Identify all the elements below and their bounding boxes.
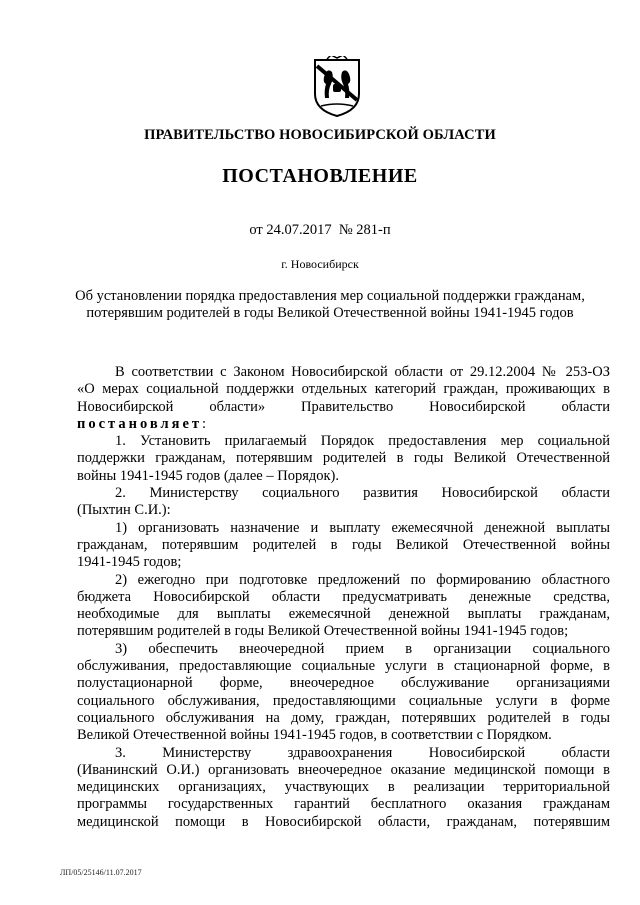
paragraph-line: необходимые для выплаты ежемесячной денежной выплаты гражданам, bbox=[77, 606, 610, 623]
decree-line: постановляет: bbox=[77, 415, 207, 432]
paragraph-line: 3. Министерству здравоохранения Новосибирской области bbox=[115, 744, 610, 761]
document-body bbox=[77, 364, 610, 831]
city: г. Новосибирск bbox=[281, 257, 359, 271]
paragraph-line: 3) обеспечить внеочередной прием в организации социального bbox=[115, 640, 610, 657]
paragraph-line: гражданам, потерявшим родителей в годы Великой Отечественной войны bbox=[77, 536, 610, 553]
paragraph-line: войны 1941-1945 годов (далее – Порядок). bbox=[77, 467, 339, 484]
paragraph-line: поддержки гражданам, потерявшим родителей в годы Великой Отечественной bbox=[77, 450, 610, 467]
paragraph-line: программы государственных гарантий бесплатного оказания гражданам bbox=[77, 796, 610, 813]
paragraph-line: полустационарной форме, внеочередное обслуживание организациями bbox=[77, 675, 610, 692]
paragraph-line: социального обслуживания, предоставляющими социальные услуги в форме bbox=[77, 692, 610, 709]
decree-word: постановляет bbox=[77, 415, 203, 432]
paragraph-line: медицинской помощи в Новосибирской области, гражданам, потерявшим bbox=[77, 813, 610, 830]
paragraph-line: Великой Отечественной войны 1941-1945 годов, в соответствии с Порядком. bbox=[77, 727, 552, 744]
paragraph-line: (Пыхтин С.И.): bbox=[77, 502, 171, 519]
paragraph-line: (Иванинский О.И.) организовать внеочередное оказание медицинской помощи в bbox=[77, 761, 610, 778]
intro-line: «О мерах социальной поддержки отдельных категорий граждан, проживающих в bbox=[77, 381, 610, 398]
paragraph-line: 1. Установить прилагаемый Порядок предоставления мер социальной bbox=[115, 433, 610, 450]
paragraph-line: бюджета Новосибирской области предусматривать денежные средства, bbox=[77, 588, 610, 605]
document-code: ЛП/05/25146/11.07.2017 bbox=[60, 868, 142, 877]
paragraph-line: 2. Министерству социального развития Новосибирской области bbox=[115, 485, 610, 502]
paragraph-line: социального обслуживания на дому, граждан, потерявших родителей в годы bbox=[77, 709, 610, 726]
organization-title: ПРАВИТЕЛЬСТВО НОВОСИБИРСКОЙ ОБЛАСТИ bbox=[144, 127, 496, 143]
paragraph-line: потерявшим родителей в годы Великой Отечественной войны 1941-1945 годов; bbox=[77, 623, 569, 640]
intro-line: В соответствии с Законом Новосибирской области от 29.12.2004 № 253-ОЗ bbox=[115, 364, 610, 380]
date-and-number: от 24.07.2017 № 281-п bbox=[249, 222, 391, 238]
subject-line: Об установлении порядка предоставления мер социальной поддержки гражданам, bbox=[75, 288, 585, 304]
intro-line: Новосибирской области» Правительство Новосибирской области bbox=[77, 398, 610, 415]
paragraph-line: медицинских организациях, участвующих в реализации территориальной bbox=[77, 779, 610, 796]
paragraph-line: обслуживания, предоставляющие социальные услуги в стационарной форме, в bbox=[77, 658, 610, 675]
paragraph-line: 1) организовать назначение и выплату ежемесячной денежной выплаты bbox=[115, 519, 610, 536]
paragraph-line: 1941-1945 годов; bbox=[77, 554, 182, 571]
paragraph-line: 2) ежегодно при подготовке предложений по формированию областного bbox=[115, 571, 610, 588]
coat-of-arms-icon bbox=[311, 56, 363, 118]
document-type: ПОСТАНОВЛЕНИЕ bbox=[222, 165, 418, 187]
subject-line: потерявшим родителей в годы Великой Отечественной войны 1941-1945 годов bbox=[86, 305, 574, 321]
document-subject bbox=[60, 288, 600, 322]
